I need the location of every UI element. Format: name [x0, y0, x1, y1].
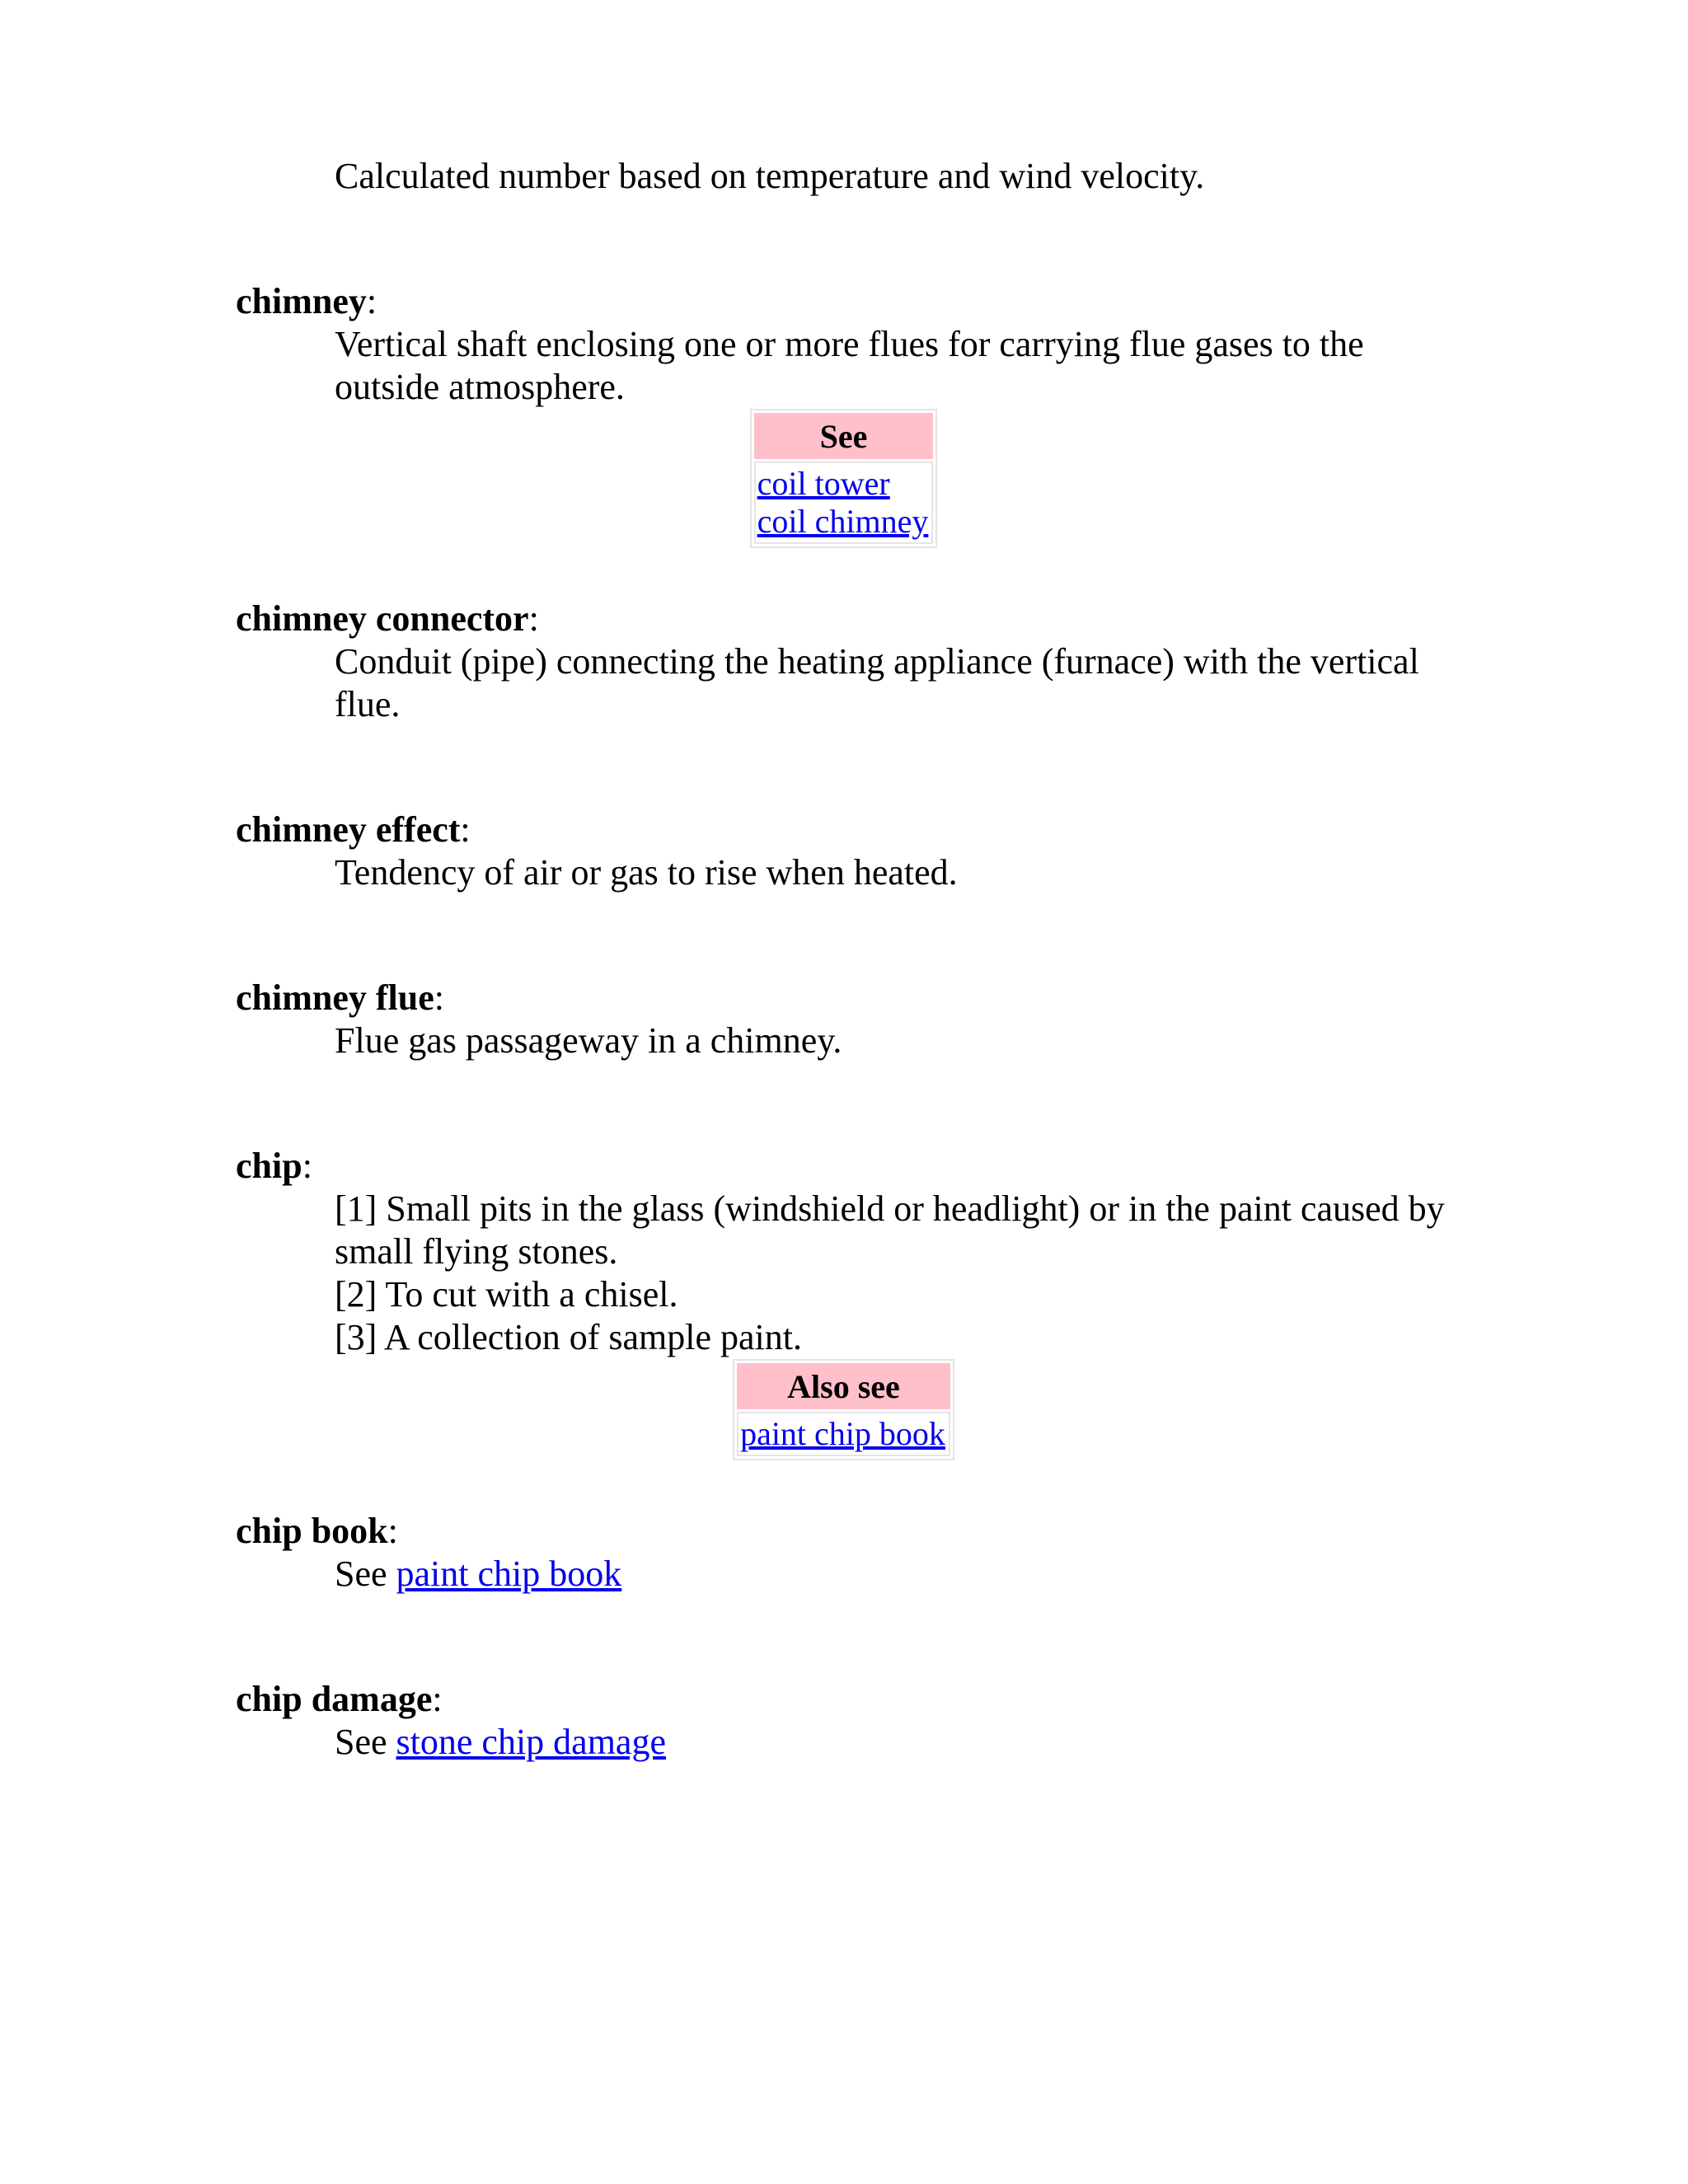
definition-text: Conduit (pipe) connecting the heating appliance (furnace) with the vertical flue.: [335, 641, 1419, 724]
term-line: chimney effect:: [236, 809, 471, 850]
entry-chip-book: [236, 1510, 1472, 1596]
also-see-box-title: Also see: [737, 1363, 950, 1409]
definition: [335, 323, 1456, 409]
entry-chimney: [236, 280, 1472, 548]
term-line: chimney flue:: [236, 977, 444, 1018]
definition-sense-1: [1] Small pits in the glass (windshield or headlight) or in the paint caused by small flying stones.: [335, 1188, 1445, 1272]
entry-chip: [236, 1145, 1472, 1460]
also-see-box-links: [737, 1412, 950, 1456]
definition-sense-3: [3] A collection of sample paint.: [335, 1317, 802, 1357]
definition: [335, 1188, 1456, 1359]
entry-chimney-effect: [236, 808, 1472, 894]
term-title: chip damage: [236, 1679, 433, 1719]
intro-definition: Calculated number based on temperature and wind velocity.: [335, 156, 1205, 196]
glossary-page: [236, 155, 1472, 1846]
also-see-box-container: [236, 1359, 1451, 1460]
term-line: chip damage:: [236, 1679, 443, 1719]
see-prefix: See: [335, 1554, 387, 1594]
link-coil-tower[interactable]: coil tower: [757, 465, 890, 502]
term-title: chip: [236, 1146, 302, 1186]
entry-chimney-flue: [236, 977, 1472, 1062]
see-box-container: [236, 409, 1451, 548]
term-line: chip book:: [236, 1511, 398, 1551]
see-box-title: See: [754, 413, 934, 459]
definition: [335, 1553, 1456, 1596]
term-title: chimney connector: [236, 598, 529, 639]
link-paint-chip-book[interactable]: paint chip book: [396, 1554, 622, 1594]
definition-text: Tendency of air or gas to rise when heated.: [335, 852, 958, 893]
see-box: [750, 409, 938, 548]
entry-chimney-connector: [236, 598, 1472, 726]
definition-text: Vertical shaft enclosing one or more flues for carrying flue gases to the outside atmosphere.: [335, 324, 1364, 407]
also-see-box: [733, 1359, 954, 1460]
definition-sense-2: [2] To cut with a chisel.: [335, 1274, 678, 1315]
see-prefix: See: [335, 1722, 387, 1762]
entry-chip-damage: [236, 1678, 1472, 1764]
term-line: chip:: [236, 1146, 312, 1186]
link-paint-chip-book[interactable]: paint chip book: [740, 1415, 945, 1452]
see-box-links: [754, 462, 934, 544]
definition: [335, 1019, 1456, 1062]
link-stone-chip-damage[interactable]: stone chip damage: [396, 1722, 666, 1762]
link-coil-chimney[interactable]: coil chimney: [757, 503, 929, 540]
term-title: chip book: [236, 1511, 388, 1551]
definition: [335, 640, 1456, 726]
definition-text: Flue gas passageway in a chimney.: [335, 1020, 842, 1061]
term-title: chimney effect: [236, 809, 461, 850]
term-line: chimney:: [236, 281, 377, 321]
definition: [335, 851, 1456, 894]
term-line: chimney connector:: [236, 598, 539, 639]
definition: [335, 1721, 1456, 1764]
term-title: chimney: [236, 281, 367, 321]
term-title: chimney flue: [236, 977, 434, 1018]
